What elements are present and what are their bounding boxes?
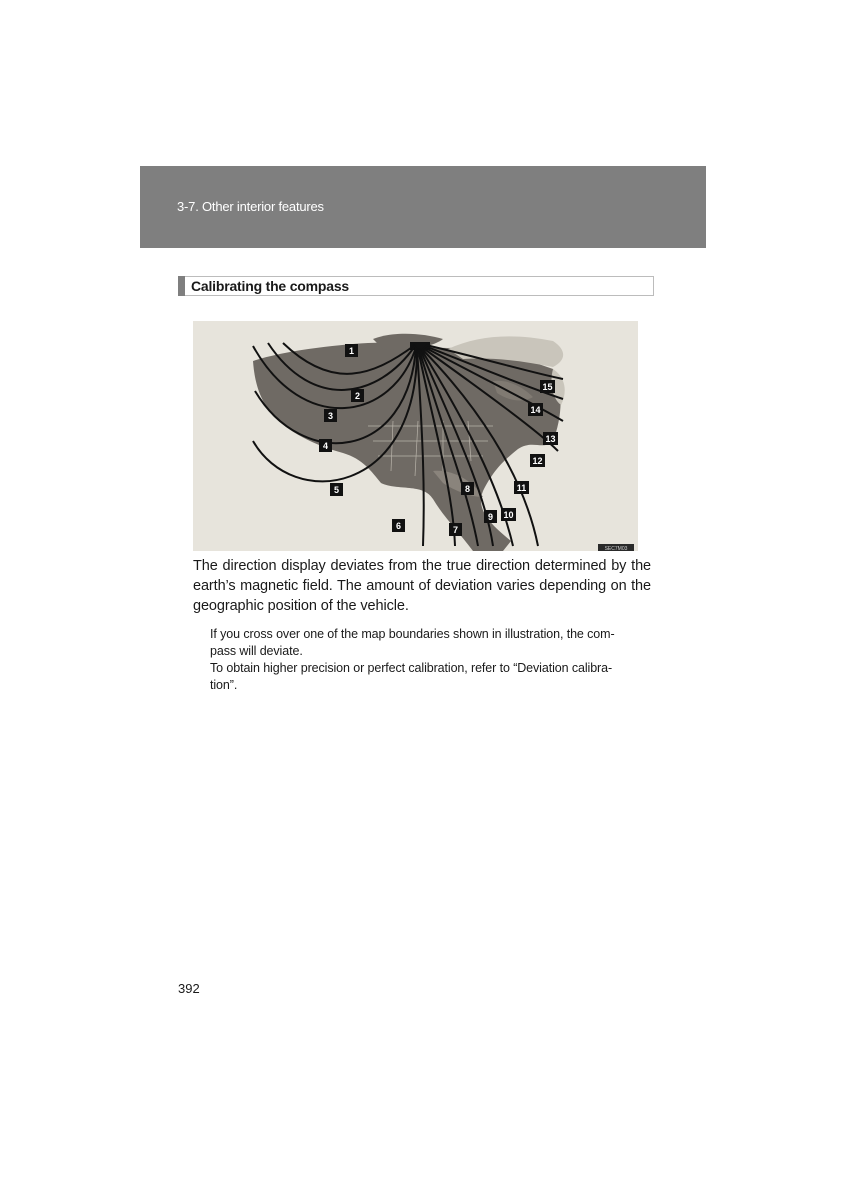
svg-text:2: 2: [354, 391, 361, 401]
zone-label-3: [324, 409, 337, 422]
svg-text:12: 12: [532, 456, 543, 466]
svg-text:10: 10: [503, 510, 514, 520]
zone-label-2: [351, 389, 364, 402]
svg-text:11: 11: [516, 483, 527, 493]
zone-label-1: [345, 344, 358, 357]
zone-label-13: [543, 432, 558, 445]
svg-text:6: 6: [395, 521, 402, 531]
compass-zone-map: [193, 321, 638, 551]
zone-label-8: [461, 482, 474, 495]
note-line-4: tion”.: [210, 678, 238, 692]
notes-block: [210, 626, 651, 694]
zone-label-5: [330, 483, 343, 496]
zone-label-7: [449, 523, 462, 536]
svg-text:4: 4: [322, 441, 329, 451]
body-paragraph: The direction display deviates from the true direction determined by the earth’s magnetic field. The amount of deviation varies depending on the geographic position of the vehicle.: [193, 558, 651, 614]
zone-label-14: [528, 403, 543, 416]
zone-label-12: [530, 454, 545, 467]
note-line-2: pass will deviate.: [210, 644, 303, 658]
note-line-3: To obtain higher precision or perfect calibration, refer to “Deviation calibra-: [210, 661, 613, 675]
section-title: Calibrating the compass: [191, 278, 349, 294]
svg-text:13: 13: [545, 434, 556, 444]
zone-label-15: [540, 380, 555, 393]
zone-label-4: [319, 439, 332, 452]
section-title-box: [178, 276, 654, 296]
zone-label-9: [484, 510, 497, 523]
zone-label-10: [501, 508, 516, 521]
svg-text:1: 1: [348, 346, 355, 356]
svg-text:14: 14: [530, 405, 541, 415]
image-code-text: SEC7M03: [604, 546, 628, 551]
title-accent-bar: [178, 276, 185, 296]
svg-text:5: 5: [333, 485, 340, 495]
svg-text:7: 7: [452, 525, 459, 535]
page-number: 392: [178, 981, 200, 996]
north-america-map-illustration: [193, 321, 638, 551]
svg-text:3: 3: [327, 411, 334, 421]
note-line-1: If you cross over one of the map boundaries shown in illustration, the com-: [210, 627, 615, 641]
zone-label-11: [514, 481, 529, 494]
section-heading: 3-7. Other interior features: [177, 199, 324, 214]
zone-label-6: [392, 519, 405, 532]
chapter-header-band: [140, 166, 706, 248]
svg-text:9: 9: [487, 512, 494, 522]
svg-text:15: 15: [542, 382, 553, 392]
svg-text:8: 8: [464, 484, 471, 494]
